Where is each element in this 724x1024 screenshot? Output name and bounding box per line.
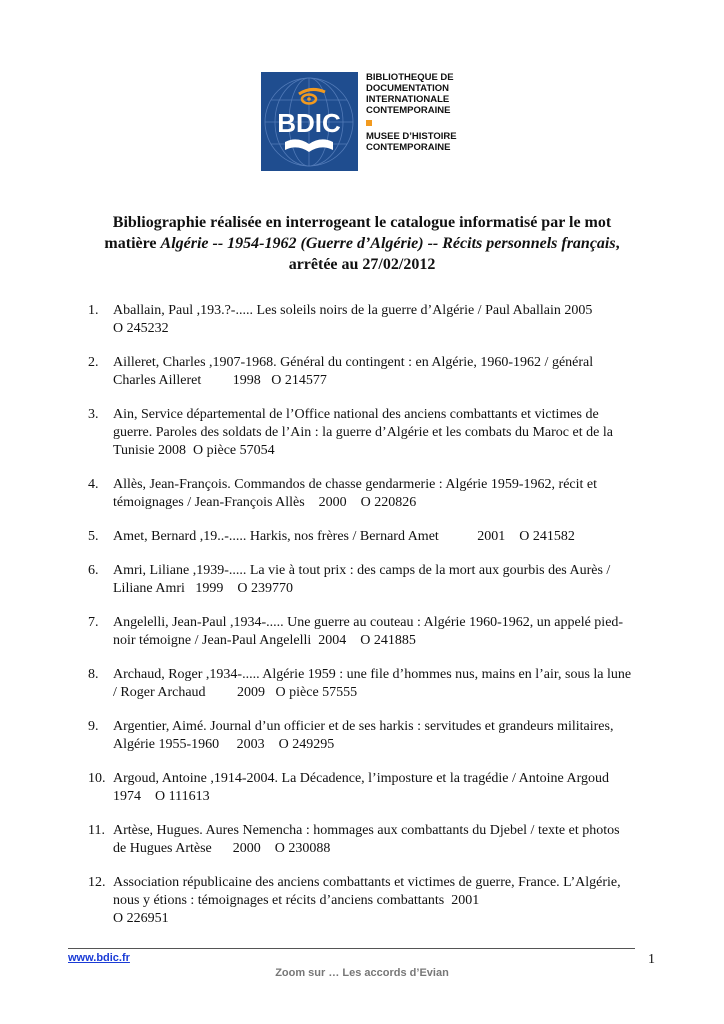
entry-line: guerre. Paroles des soldats de l’Ain : la guerre d’Algérie et les combats du Maroc et de la [113, 425, 613, 440]
bibliography-entry [88, 354, 653, 390]
entry-line: 1974 O 111613 [113, 789, 210, 804]
entry-line: Archaud, Roger ,1934-..... Algérie 1959 : une file d’hommes nus, mains en l’air, sous la lune [113, 667, 632, 682]
entry-number: 3. [88, 407, 99, 422]
bibliography-entry [88, 666, 653, 702]
entry-number: 1. [88, 303, 99, 318]
bibliography-entry [88, 476, 653, 512]
entry-line: O 226951 [113, 911, 169, 926]
logo-acronym: BDIC [277, 108, 341, 138]
entry-line: Ailleret, Charles ,1907-1968. Général du contingent : en Algérie, 1960-1962 / général [113, 355, 594, 370]
entry-line: Amri, Liliane ,1939-..... La vie à tout prix : des camps de la mort aux gourbis des Aurès / [113, 563, 611, 578]
title-line-1: Bibliographie réalisée en interrogeant le catalogue informatisé par le mot [112, 214, 612, 231]
entry-line: Allès, Jean-François. Commandos de chasse gendarmerie : Algérie 1959-1962, récit et [113, 477, 598, 492]
entry-line: Algérie 1955-1960 2003 O 249295 [113, 737, 335, 752]
logo-line: MUSEE D’HISTOIRE [366, 131, 457, 142]
entry-line: Amet, Bernard ,19..-..... Harkis, nos frères / Bernard Amet 2001 O 241582 [113, 529, 575, 544]
entry-line: Liliane Amri 1999 O 239770 [113, 581, 294, 596]
logo-line: INTERNATIONALE [366, 94, 450, 105]
entry-line: noir témoigne / Jean-Paul Angelelli 2004 O 241885 [113, 633, 416, 648]
bibliography-entry [88, 874, 653, 928]
title-prefix: matière [104, 235, 161, 252]
entry-line: Angelelli, Jean-Paul ,1934-..... Une guerre au couteau : Algérie 1960-1962, un appelé pied- [113, 615, 624, 630]
logo-line: CONTEMPORAINE [366, 105, 451, 116]
title-suffix: , [615, 235, 620, 252]
entry-line: Tunisie 2008 O pièce 57054 [113, 443, 275, 458]
document-title [62, 212, 662, 275]
entry-number: 10. [88, 771, 106, 786]
bibliography-entry [88, 770, 653, 806]
entry-number: 9. [88, 719, 99, 734]
entry-number: 11. [88, 823, 105, 838]
bibliography-entry [88, 822, 653, 858]
bibliography-list [88, 302, 653, 944]
title-line-3: arrêtée au 27/02/2012 [288, 256, 436, 273]
entry-line: Charles Ailleret 1998 O 214577 [113, 373, 327, 388]
bibliography-entry [88, 614, 653, 650]
entry-line: Aballain, Paul ,193.?-..... Les soleils noirs de la guerre d’Algérie / Paul Aballain 2005 [113, 303, 593, 318]
entry-number: 8. [88, 667, 99, 682]
entry-line: / Roger Archaud 2009 O pièce 57555 [113, 685, 358, 700]
bibliography-entry [88, 718, 653, 754]
entry-number: 12. [88, 875, 106, 890]
logo-line: CONTEMPORAINE [366, 142, 451, 153]
entry-line: Argentier, Aimé. Journal d’un officier et de ses harkis : servitudes et grandeurs militaires, [113, 719, 614, 734]
logo-institution-name [358, 72, 457, 171]
entry-line: Association républicaine des anciens combattants et victimes de guerre, France. L’Algérie, [113, 875, 621, 890]
entry-line: témoignages / Jean-François Allès 2000 O 220826 [113, 495, 417, 510]
subject-heading: Algérie -- 1954-1962 (Guerre d’Algérie) -- Récits personnels français [160, 235, 616, 252]
footer-divider [68, 948, 635, 949]
orange-square-divider [366, 120, 372, 126]
entry-line: Artèse, Hugues. Aures Nemencha : hommages aux combattants du Djebel / texte et photos [113, 823, 620, 838]
globe-book-icon [261, 72, 358, 171]
page-number: 1 [648, 952, 655, 967]
bibliography-entry [88, 302, 653, 338]
bdic-emblem [261, 72, 358, 171]
entry-number: 2. [88, 355, 99, 370]
bdic-logo [261, 72, 466, 171]
title-line-2 [62, 233, 662, 254]
bibliography-entry [88, 406, 653, 460]
logo-line: DOCUMENTATION [366, 83, 450, 94]
entry-line: Ain, Service départemental de l’Office national des anciens combattants et victimes de [113, 407, 599, 422]
entry-number: 6. [88, 563, 99, 578]
footer-website-link[interactable]: www.bdic.fr [68, 952, 130, 964]
entry-number: 4. [88, 477, 99, 492]
entry-line: de Hugues Artèse 2000 O 230088 [113, 841, 331, 856]
bibliography-entry [88, 562, 653, 598]
entry-line: Argoud, Antoine ,1914-2004. La Décadence, l’imposture et la tragédie / Antoine Argoud [113, 771, 609, 786]
entry-number: 5. [88, 529, 99, 544]
entry-number: 7. [88, 615, 99, 630]
logo-line: BIBLIOTHEQUE DE [366, 72, 454, 83]
footer-caption: Zoom sur … Les accords d’Evian [275, 967, 449, 979]
bibliography-entry [88, 528, 653, 546]
entry-line: O 245232 [113, 321, 169, 336]
entry-line: nous y étions : témoignages et récits d’anciens combattants 2001 [113, 893, 480, 908]
